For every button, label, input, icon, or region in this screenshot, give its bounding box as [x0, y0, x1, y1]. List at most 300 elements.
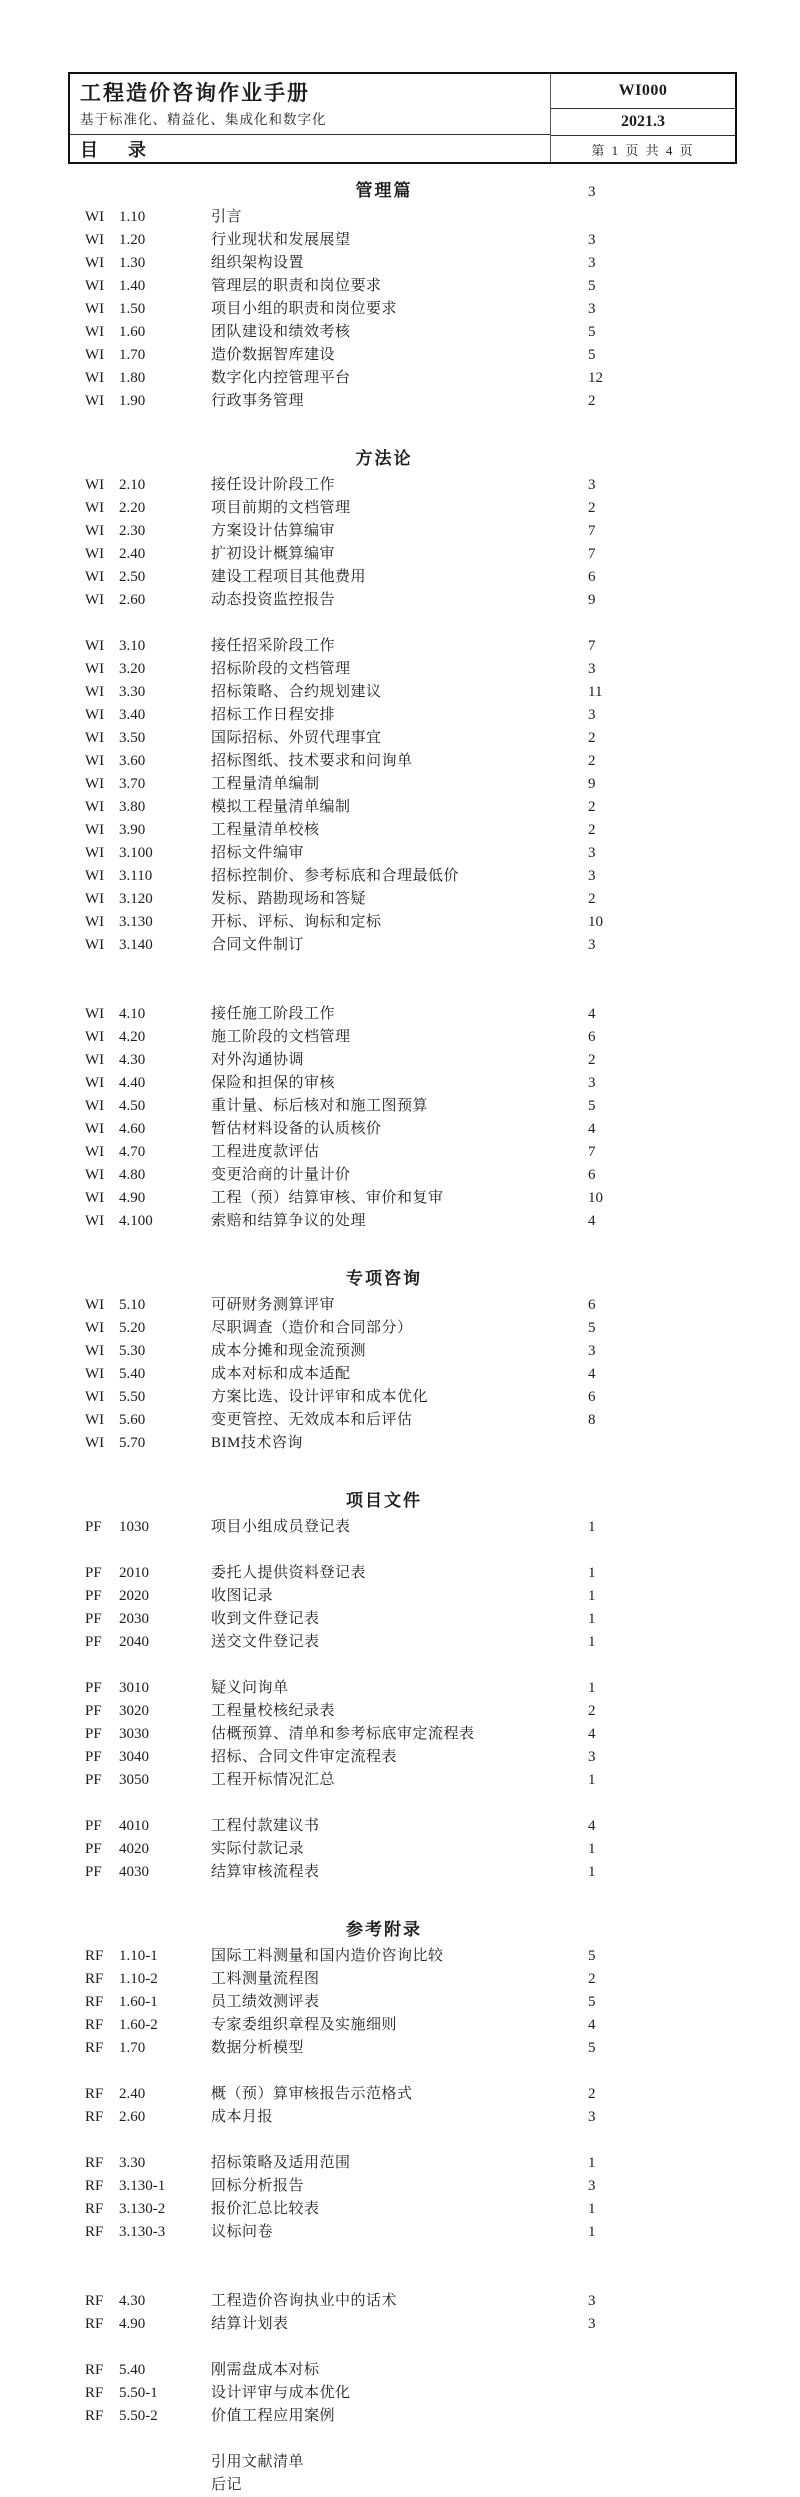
toc-item-page: 4 — [588, 1006, 596, 1022]
toc-item-prefix: WI — [85, 776, 105, 792]
toc-item-title: 招标控制价、参考标底和合理最低价 — [211, 868, 460, 884]
toc-item-page: 4 — [588, 1213, 596, 1229]
toc-item — [0, 1072, 800, 1095]
toc-section-heading — [0, 1264, 800, 1294]
toc-item-prefix: WI — [85, 500, 105, 516]
toc-item — [0, 934, 800, 957]
toc-item-title: 变更洽商的计量计价 — [211, 1167, 351, 1183]
toc-item-prefix: PF — [85, 1703, 102, 1719]
toc-item-code: 5.10 — [119, 1297, 146, 1313]
toc-item-title: 对外沟通协调 — [211, 1052, 305, 1068]
toc-item — [0, 252, 800, 275]
toc-item — [0, 750, 800, 773]
toc-item-title: 数据分析模型 — [211, 2040, 305, 2056]
toc-item — [0, 1141, 800, 1164]
toc-item-title: 项目小组的职责和岗位要求 — [211, 301, 398, 317]
toc-item — [0, 865, 800, 888]
toc-section-heading — [0, 1486, 800, 1516]
toc-item-prefix: WI — [85, 477, 105, 493]
toc-item-page: 5 — [588, 347, 596, 363]
toc-item-prefix: WI — [85, 1343, 105, 1359]
toc-item — [0, 2037, 800, 2060]
toc-item-title: 暂估材料设备的认质核价 — [211, 1121, 382, 1137]
toc-item-title: 发标、踏勘现场和答疑 — [211, 891, 367, 907]
toc-item-prefix: WI — [85, 1190, 105, 1206]
toc-item-prefix: WI — [85, 209, 105, 225]
toc-item — [0, 796, 800, 819]
toc-item-prefix: RF — [85, 2385, 104, 2401]
toc-item-prefix: RF — [85, 2293, 104, 2309]
toc-item-prefix: WI — [85, 753, 105, 769]
toc-item-prefix: PF — [85, 1565, 102, 1581]
toc-item-title: 议标问卷 — [211, 2224, 274, 2240]
toc-blank-line — [0, 2428, 800, 2451]
toc-item-code: 4020 — [119, 1841, 149, 1857]
toc-item-title: 工程量清单编制 — [211, 776, 320, 792]
toc-item-prefix: WI — [85, 799, 105, 815]
toc-item-prefix: WI — [85, 730, 105, 746]
toc-item-code: 2040 — [119, 1634, 149, 1650]
toc-item-title: 开标、评标、询标和定标 — [211, 914, 382, 930]
toc-item — [0, 1187, 800, 1210]
toc-item-prefix: WI — [85, 370, 105, 386]
toc-item-page: 2 — [588, 799, 596, 815]
toc-item — [0, 1516, 800, 1539]
toc-item-code: 1.30 — [119, 255, 146, 271]
toc-item-page: 1 — [588, 1588, 596, 1604]
page-indicator: 第 1 页 共 4 页 — [591, 142, 695, 158]
toc-blank-line — [0, 980, 800, 1003]
toc-item-code: 3.130-1 — [119, 2178, 166, 2194]
toc-title: 目 录 — [80, 139, 152, 160]
toc-item-page: 2 — [588, 1703, 596, 1719]
toc-item-title: 结算计划表 — [211, 2316, 289, 2332]
toc-item-title: 招标图纸、技术要求和问询单 — [211, 753, 413, 769]
toc-item-prefix: WI — [85, 546, 105, 562]
toc-item-title: 成本对标和成本适配 — [211, 1366, 351, 1382]
toc-item-page: 1 — [588, 2224, 596, 2240]
toc-item-title: 回标分析报告 — [211, 2178, 305, 2194]
toc-item-page: 5 — [588, 1098, 596, 1114]
toc-item-page: 3 — [588, 707, 596, 723]
toc-item — [0, 275, 800, 298]
toc-item-prefix: WI — [85, 684, 105, 700]
header-title-block — [70, 74, 550, 135]
toc-item — [0, 1409, 800, 1432]
toc-item-prefix: WI — [85, 523, 105, 539]
toc-item — [0, 681, 800, 704]
toc-item — [0, 1723, 800, 1746]
toc-item — [0, 2198, 800, 2221]
toc-item-page: 11 — [588, 684, 603, 700]
toc-item-title: 方案设计估算编审 — [211, 523, 336, 539]
toc-item-prefix: PF — [85, 1864, 102, 1880]
toc-item-prefix: WI — [85, 1052, 105, 1068]
toc-item-code: 4030 — [119, 1864, 149, 1880]
toc-item-code: 5.40 — [119, 2362, 146, 2378]
toc-item-prefix: WI — [85, 1389, 105, 1405]
toc-item — [0, 2359, 800, 2382]
toc-item-title: 收图记录 — [211, 1588, 274, 1604]
toc-item-prefix: WI — [85, 661, 105, 677]
toc-item-title: 国际工料测量和国内造价咨询比较 — [211, 1948, 444, 1964]
toc-item — [0, 520, 800, 543]
toc-blank-line — [0, 1654, 800, 1677]
toc-item-code: 4.60 — [119, 1121, 146, 1137]
toc-item-page: 2 — [588, 1052, 596, 1068]
toc-item — [0, 1838, 800, 1861]
toc-item-page: 10 — [588, 914, 603, 930]
toc-item-code: 3030 — [119, 1726, 149, 1742]
toc-item-code: 2020 — [119, 1588, 149, 1604]
toc-item-prefix: PF — [85, 1680, 102, 1696]
toc-item-page: 5 — [588, 1994, 596, 2010]
toc-item-page: 3 — [588, 2293, 596, 2309]
toc-item-page: 2 — [588, 1971, 596, 1987]
toc-item-page: 5 — [588, 1320, 596, 1336]
toc-item-title: 成本月报 — [211, 2109, 274, 2125]
toc-item — [0, 635, 800, 658]
toc-item-page: 1 — [588, 1519, 596, 1535]
toc-item-title: 合同文件制订 — [211, 937, 305, 953]
toc-item-title: 招标工作日程安排 — [211, 707, 336, 723]
toc-item-title: 行政事务管理 — [211, 393, 305, 409]
toc-item — [0, 229, 800, 252]
toc-item-title: 专家委组织章程及实施细则 — [211, 2017, 398, 2033]
toc-item-title: 组织架构设置 — [211, 255, 305, 271]
toc-item — [0, 298, 800, 321]
toc-item-prefix: WI — [85, 707, 105, 723]
toc-item-code: 1.90 — [119, 393, 146, 409]
toc-item — [0, 704, 800, 727]
toc-item-page: 2 — [588, 500, 596, 516]
toc-item — [0, 1861, 800, 1884]
toc-item — [0, 1945, 800, 1968]
toc-item — [0, 1294, 800, 1317]
toc-item-title: 后记 — [211, 2477, 243, 2493]
toc-item-prefix: WI — [85, 1297, 105, 1313]
toc-item — [0, 1700, 800, 1723]
toc-item-prefix: WI — [85, 868, 105, 884]
toc-section-heading — [0, 444, 800, 474]
toc-item — [0, 2083, 800, 2106]
toc-item-title: 尽职调查（造价和合同部分） — [211, 1320, 413, 1336]
toc-item — [0, 727, 800, 750]
toc-item-code: 1.60 — [119, 324, 146, 340]
toc-item-prefix: WI — [85, 569, 105, 585]
toc-item-prefix: WI — [85, 347, 105, 363]
toc-item-title: 价值工程应用案例 — [211, 2408, 336, 2424]
toc-section-heading — [0, 1915, 800, 1945]
toc-item-prefix: WI — [85, 1075, 105, 1091]
toc-item-prefix: PF — [85, 1841, 102, 1857]
toc-item — [0, 2290, 800, 2313]
document-date: 2021.3 — [551, 109, 735, 136]
toc-item-code: 2.60 — [119, 2109, 146, 2125]
toc-item-title: 工程量清单校核 — [211, 822, 320, 838]
toc-item-prefix: WI — [85, 845, 105, 861]
toc-item-page: 6 — [588, 1389, 596, 1405]
toc-item-title: 接任设计阶段工作 — [211, 477, 336, 493]
toc-item-prefix: WI — [85, 891, 105, 907]
toc-item-page: 2 — [588, 2086, 596, 2102]
toc-item-prefix: WI — [85, 1167, 105, 1183]
toc-item-prefix: WI — [85, 1412, 105, 1428]
toc-item — [0, 566, 800, 589]
toc-item-code: 2030 — [119, 1611, 149, 1627]
toc-blank-line — [0, 1455, 800, 1478]
toc-item-title: 工料测量流程图 — [211, 1971, 320, 1987]
toc-item-prefix: WI — [85, 937, 105, 953]
toc-item-title: 保险和担保的审核 — [211, 1075, 336, 1091]
toc-section-heading — [0, 176, 800, 206]
toc-item-title: 接任招采阶段工作 — [211, 638, 336, 654]
toc-item — [0, 1631, 800, 1654]
toc-item — [0, 1746, 800, 1769]
toc-item-prefix: PF — [85, 1726, 102, 1742]
toc-blank-line — [0, 1233, 800, 1256]
toc-item-code: 3.70 — [119, 776, 146, 792]
section-heading-text: 专项咨询 — [346, 1269, 422, 1288]
toc-item — [0, 497, 800, 520]
toc-item-prefix: WI — [85, 255, 105, 271]
toc-item — [0, 2313, 800, 2336]
toc-item-title: 员工绩效测评表 — [211, 1994, 320, 2010]
toc-item-prefix: WI — [85, 592, 105, 608]
toc-item — [0, 773, 800, 796]
toc-item-page: 7 — [588, 638, 596, 654]
toc-item-code: 3.130-3 — [119, 2224, 166, 2240]
toc-item-title: 成本分摊和现金流预测 — [211, 1343, 367, 1359]
toc-item-page: 6 — [588, 1167, 596, 1183]
toc-blank-line — [0, 2267, 800, 2290]
toc-item-code: 3.20 — [119, 661, 146, 677]
toc-item-code: 5.40 — [119, 1366, 146, 1382]
toc-item-title: 工程量校核纪录表 — [211, 1703, 336, 1719]
toc-item-page: 1 — [588, 1772, 596, 1788]
toc-item-title: 项目前期的文档管理 — [211, 500, 351, 516]
toc-item-code: 4.10 — [119, 1006, 146, 1022]
toc-blank-line — [0, 957, 800, 980]
toc-item-page: 1 — [588, 1841, 596, 1857]
manual-title: 工程造价咨询作业手册 — [80, 81, 310, 105]
toc-item-page: 7 — [588, 546, 596, 562]
toc-item-code: 1.20 — [119, 232, 146, 248]
toc-item-title: 管理层的职责和岗位要求 — [211, 278, 382, 294]
toc-item-page: 3 — [588, 1749, 596, 1765]
section-heading-text: 方法论 — [355, 449, 413, 468]
toc-blank-line — [0, 1539, 800, 1562]
section-heading-text: 项目文件 — [346, 1491, 422, 1510]
toc-item-prefix: WI — [85, 1320, 105, 1336]
toc-item-page: 5 — [588, 2040, 596, 2056]
toc-item-code: 2.60 — [119, 592, 146, 608]
toc-item — [0, 1991, 800, 2014]
toc-item-code: 4.80 — [119, 1167, 146, 1183]
toc-item-code: 2.30 — [119, 523, 146, 539]
toc-item-prefix: RF — [85, 2178, 104, 2194]
toc-item-prefix: RF — [85, 2017, 104, 2033]
toc-item-page: 5 — [588, 1948, 596, 1964]
toc-item — [0, 1363, 800, 1386]
toc-item-code: 1.70 — [119, 347, 146, 363]
toc-item-title: 引言 — [211, 209, 243, 225]
toc-item-prefix: RF — [85, 1948, 104, 1964]
toc-item-title: 送交文件登记表 — [211, 1634, 320, 1650]
toc-item-page: 2 — [588, 891, 596, 907]
toc-item-page: 4 — [588, 2017, 596, 2033]
toc-item-code: 1.80 — [119, 370, 146, 386]
toc-item-page: 1 — [588, 1565, 596, 1581]
toc-item-page: 1 — [588, 1634, 596, 1650]
toc-item — [0, 1562, 800, 1585]
toc-item-page: 3 — [588, 255, 596, 271]
toc-item-title: 方案比选、设计评审和成本优化 — [211, 1389, 429, 1405]
toc-item-prefix: WI — [85, 1121, 105, 1137]
toc-item-page: 6 — [588, 1297, 596, 1313]
toc-item-title: 招标阶段的文档管理 — [211, 661, 351, 677]
toc-item-title: BIM技术咨询 — [211, 1435, 303, 1451]
toc-item-page: 1 — [588, 1864, 596, 1880]
toc-item-page: 3 — [588, 232, 596, 248]
toc-item-title: 委托人提供资料登记表 — [211, 1565, 367, 1581]
toc-item-page: 3 — [588, 1343, 596, 1359]
toc-item — [0, 658, 800, 681]
toc-item-page: 3 — [588, 477, 596, 493]
toc-item-code: 5.30 — [119, 1343, 146, 1359]
toc-item-title: 报价汇总比较表 — [211, 2201, 320, 2217]
toc-item-prefix: WI — [85, 1098, 105, 1114]
toc-item-prefix: PF — [85, 1749, 102, 1765]
toc-item-page: 1 — [588, 1611, 596, 1627]
toc-item-code: 3.100 — [119, 845, 153, 861]
toc-item — [0, 589, 800, 612]
toc-item-prefix: WI — [85, 638, 105, 654]
toc-item-code: 3.50 — [119, 730, 146, 746]
toc-item-page: 3 — [588, 2178, 596, 2194]
toc-item-page: 2 — [588, 730, 596, 746]
toc-item-page: 3 — [588, 2316, 596, 2332]
toc-item — [0, 1386, 800, 1409]
toc-item-title: 结算审核流程表 — [211, 1864, 320, 1880]
toc-item-title: 招标策略及适用范围 — [211, 2155, 351, 2171]
toc-item-title: 变更管控、无效成本和后评估 — [211, 1412, 413, 1428]
toc-item — [0, 206, 800, 229]
toc-item-code: 5.20 — [119, 1320, 146, 1336]
toc-item-title: 施工阶段的文档管理 — [211, 1029, 351, 1045]
toc-item — [0, 2382, 800, 2405]
toc-item-code: 4.30 — [119, 2293, 146, 2309]
toc-item-prefix: WI — [85, 1029, 105, 1045]
toc-item-page: 3 — [588, 301, 596, 317]
toc-item-title: 招标策略、合约规划建议 — [211, 684, 382, 700]
toc-item-title: 工程（预）结算审核、审价和复审 — [211, 1190, 444, 1206]
toc-item-code: 4.70 — [119, 1144, 146, 1160]
toc-plain-item — [0, 2451, 800, 2474]
toc-item-code: 4.100 — [119, 1213, 153, 1229]
toc-item — [0, 1026, 800, 1049]
header-right-cell — [550, 74, 735, 162]
toc-item-page: 2 — [588, 822, 596, 838]
toc-blank-line — [0, 2129, 800, 2152]
toc-item-code: 3040 — [119, 1749, 149, 1765]
toc-item-prefix: RF — [85, 2086, 104, 2102]
toc-item-code: 1.50 — [119, 301, 146, 317]
toc-item-code: 1.10-1 — [119, 1948, 158, 1964]
toc-item — [0, 1095, 800, 1118]
toc-item-code: 1.70 — [119, 2040, 146, 2056]
toc-item-code: 3020 — [119, 1703, 149, 1719]
toc-item-title: 接任施工阶段工作 — [211, 1006, 336, 1022]
toc-item-prefix: PF — [85, 1588, 102, 1604]
toc-item-prefix: WI — [85, 822, 105, 838]
toc-item-page: 2 — [588, 753, 596, 769]
toc-item-page: 1 — [588, 2155, 596, 2171]
toc-item-title: 重计量、标后核对和施工图预算 — [211, 1098, 429, 1114]
toc-item-code: 1.60-2 — [119, 2017, 158, 2033]
toc-item-code: 4.20 — [119, 1029, 146, 1045]
toc-item — [0, 842, 800, 865]
toc-item — [0, 321, 800, 344]
toc-item-prefix: RF — [85, 2316, 104, 2332]
toc-blank-line — [0, 1884, 800, 1907]
toc-item-code: 3010 — [119, 1680, 149, 1696]
toc-item-prefix: RF — [85, 2109, 104, 2125]
toc-item-title: 工程开标情况汇总 — [211, 1772, 336, 1788]
toc-blank-line — [0, 2060, 800, 2083]
toc-item-prefix: WI — [85, 301, 105, 317]
toc-item-prefix: WI — [85, 278, 105, 294]
toc-item-code: 1030 — [119, 1519, 149, 1535]
toc-plain-item — [0, 2474, 800, 2497]
toc-item-page: 1 — [588, 2201, 596, 2217]
toc-item-code: 3.130 — [119, 914, 153, 930]
toc-item-page: 3 — [588, 1075, 596, 1091]
toc-item-title: 实际付款记录 — [211, 1841, 305, 1857]
toc-item-code: 4.30 — [119, 1052, 146, 1068]
toc-item-prefix: RF — [85, 2155, 104, 2171]
toc-item-title: 扩初设计概算编审 — [211, 546, 336, 562]
toc-item-prefix: RF — [85, 1994, 104, 2010]
toc-item — [0, 344, 800, 367]
toc-item-prefix: WI — [85, 232, 105, 248]
toc-item-code: 5.70 — [119, 1435, 146, 1451]
toc-item-page: 7 — [588, 523, 596, 539]
toc-title-row — [70, 135, 550, 162]
toc-item — [0, 474, 800, 497]
toc-item-prefix: RF — [85, 2362, 104, 2378]
toc-item-code: 5.50 — [119, 1389, 146, 1405]
toc-item — [0, 543, 800, 566]
toc-item-title: 造价数据智库建设 — [211, 347, 336, 363]
toc-item-prefix: WI — [85, 1435, 105, 1451]
toc-item-code: 1.40 — [119, 278, 146, 294]
toc-item — [0, 819, 800, 842]
toc-item — [0, 1608, 800, 1631]
toc-item-page: 5 — [588, 324, 596, 340]
toc-item — [0, 2152, 800, 2175]
toc-item-title: 概（预）算审核报告示范格式 — [211, 2086, 413, 2102]
toc-item — [0, 1164, 800, 1187]
toc-item-prefix: PF — [85, 1519, 102, 1535]
toc-item-page: 4 — [588, 1726, 596, 1742]
manual-subtitle: 基于标准化、精益化、集成化和数字化 — [80, 112, 327, 127]
toc-item-title: 数字化内控管理平台 — [211, 370, 351, 386]
toc-item-code: 3.110 — [119, 868, 153, 884]
toc-item-title: 模拟工程量清单编制 — [211, 799, 351, 815]
toc-item — [0, 2405, 800, 2428]
toc-item — [0, 888, 800, 911]
